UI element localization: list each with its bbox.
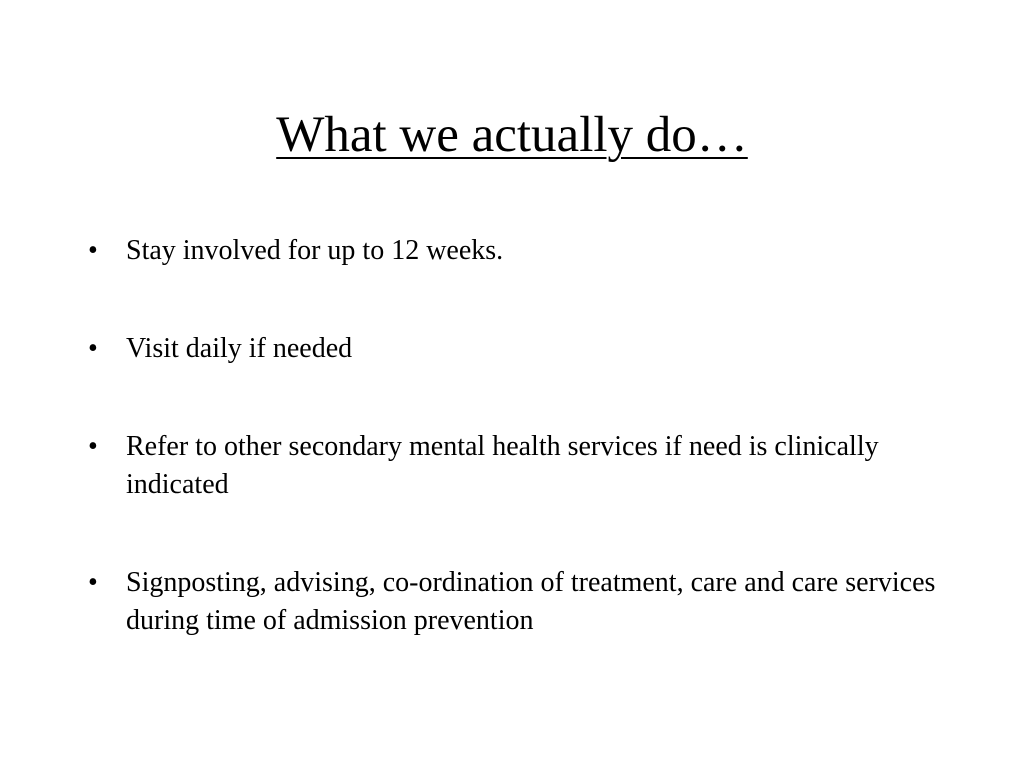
bullet-list	[88, 232, 958, 700]
bullet-icon: •	[88, 333, 98, 364]
bullet-icon: •	[88, 431, 98, 462]
bullet-icon: •	[88, 235, 98, 266]
bullet-text: Signposting, advising, co-ordination of treatment, care and care services during time of admission prevention	[126, 567, 936, 636]
bullet-text: Visit daily if needed	[126, 333, 353, 364]
bullet-text: Stay involved for up to 12 weeks.	[126, 235, 504, 266]
bullet-item	[88, 564, 958, 640]
bullet-item	[88, 232, 958, 270]
bullet-item	[88, 428, 958, 504]
bullet-item	[88, 330, 958, 368]
bullet-text: Refer to other secondary mental health services if need is clinically indicated	[126, 431, 879, 500]
slide-title: What we actually do…	[276, 107, 748, 163]
bullet-icon: •	[88, 567, 98, 598]
